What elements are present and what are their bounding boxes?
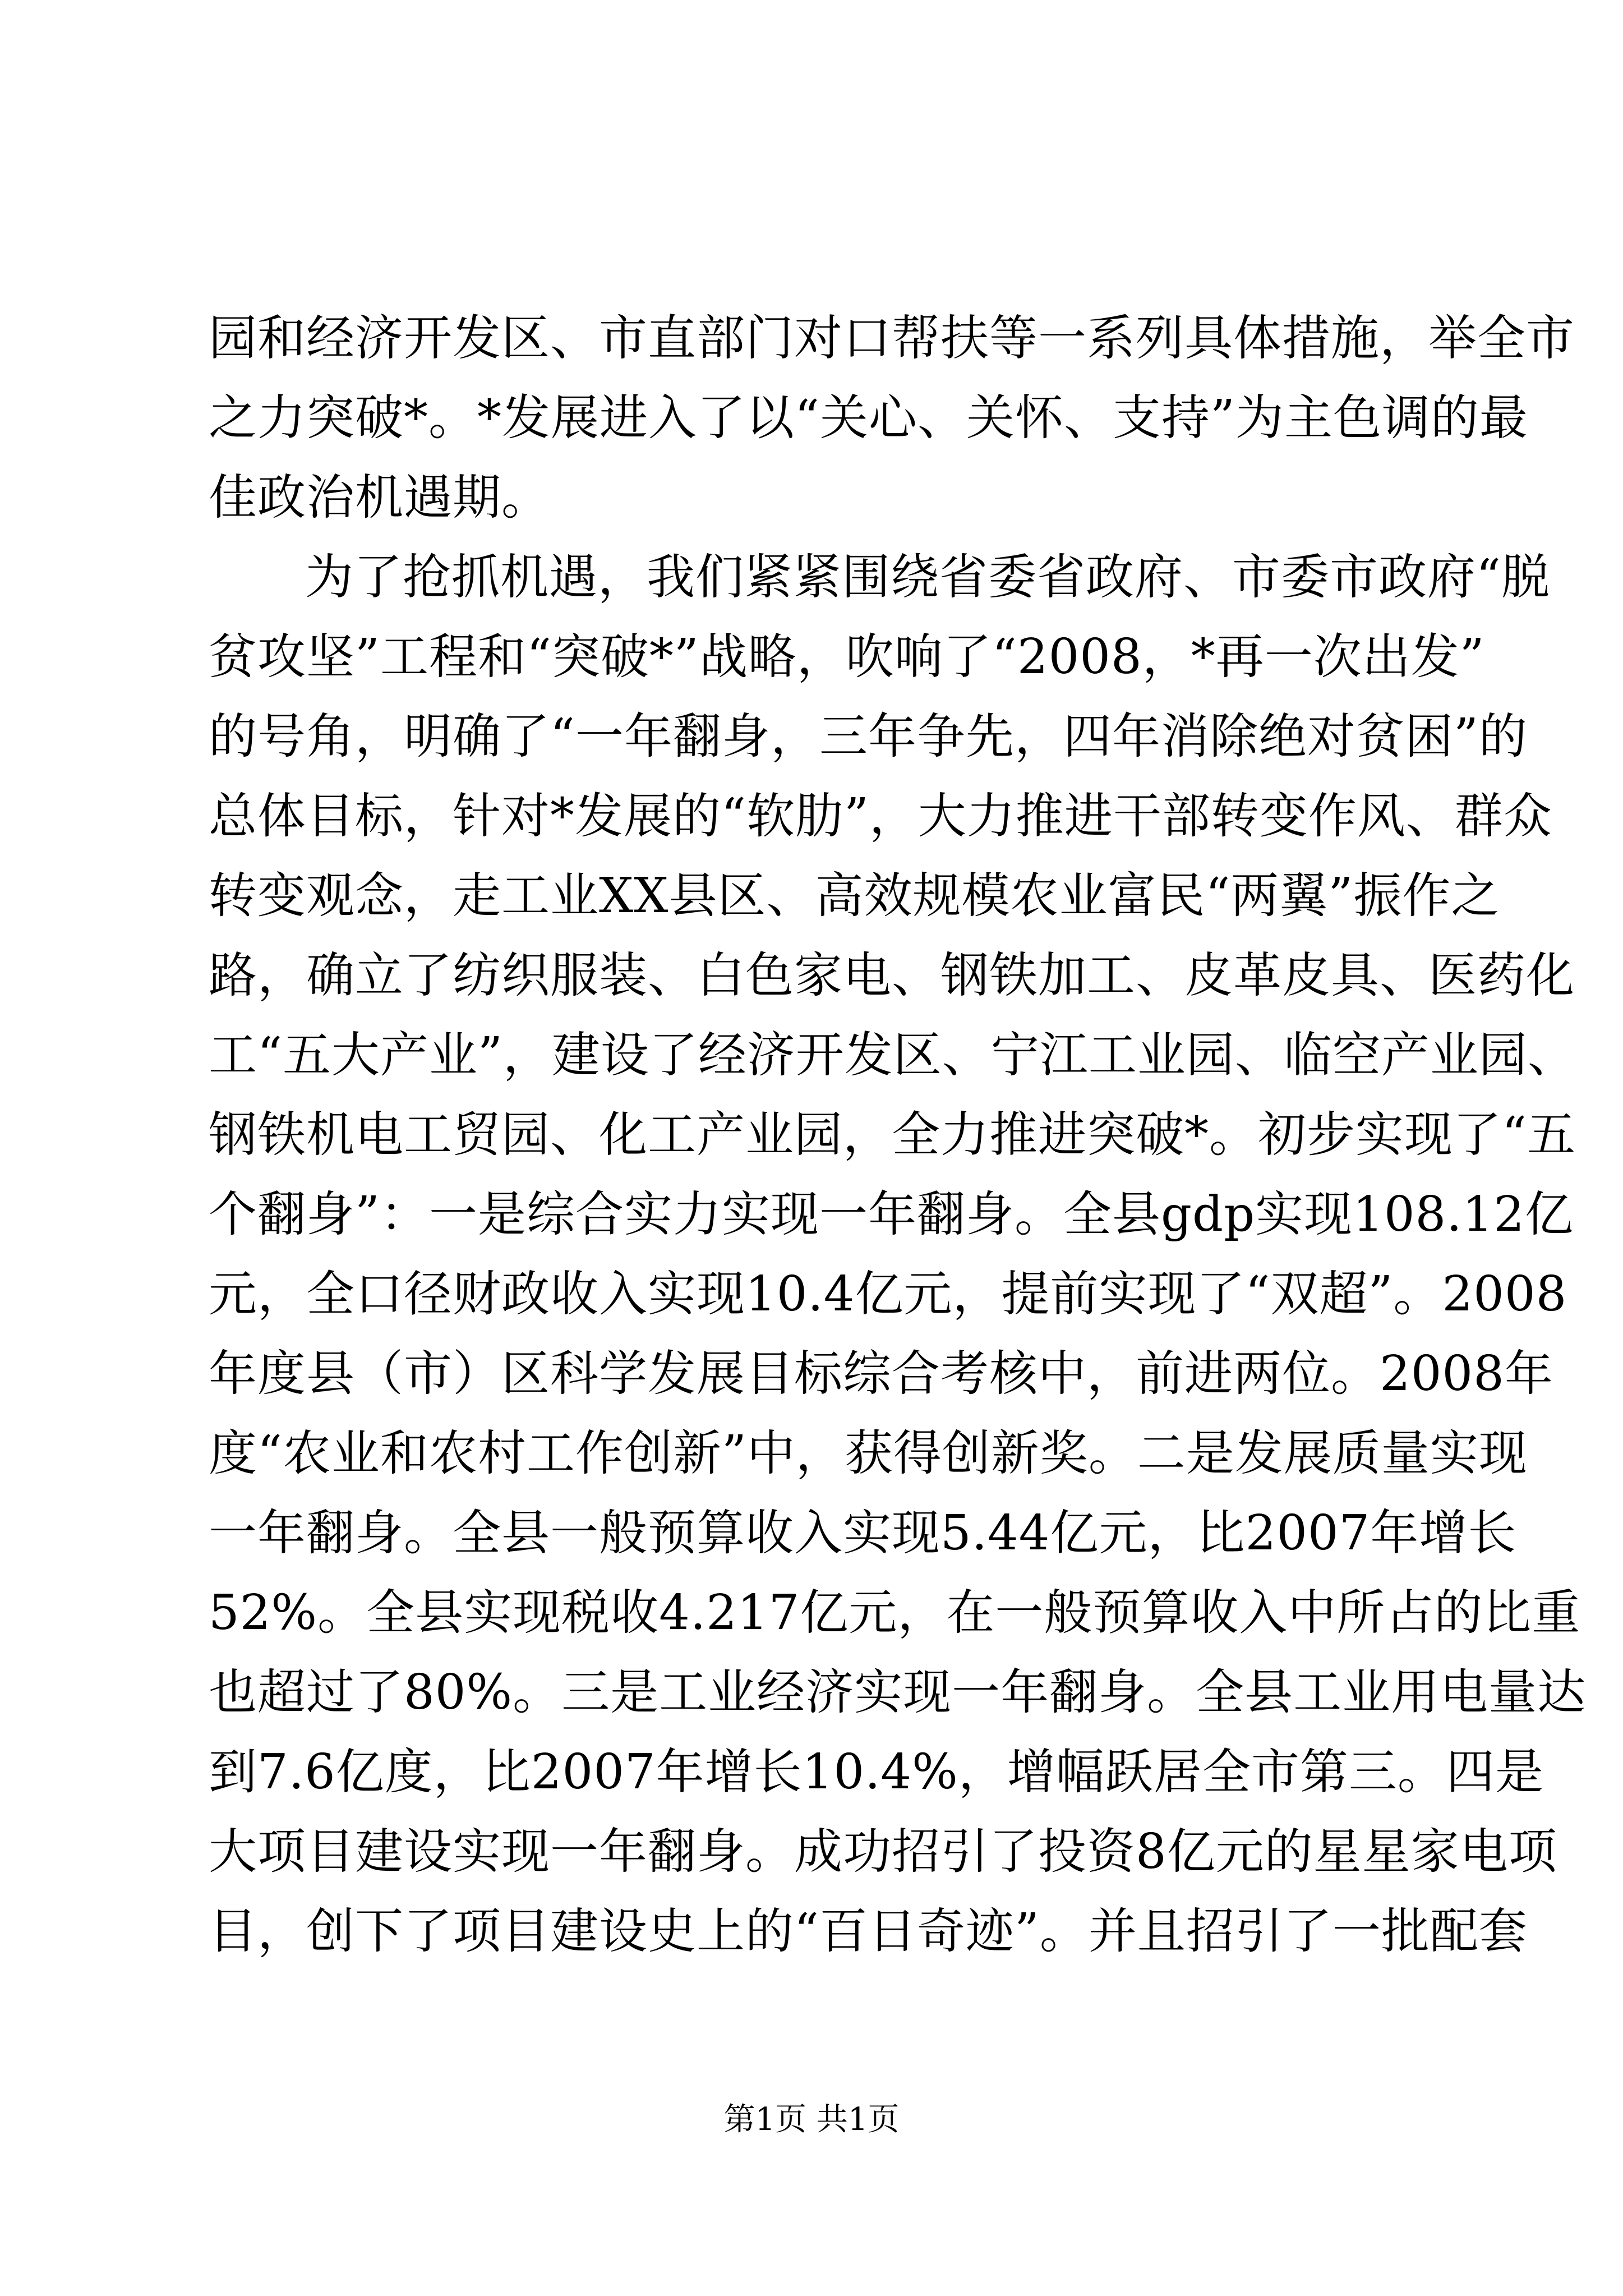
- body-text-line: 也超过了80%。三是工业经济实现一年翻身。全县工业用电量达: [209, 1664, 1587, 1720]
- body-text-line: 目，创下了项目建设史上的“百日奇迹”。并且招引了一批配套: [209, 1903, 1528, 1959]
- body-text-line: 个翻身”：一是综合实力实现一年翻身。全县gdp实现108.12亿: [209, 1186, 1574, 1243]
- body-text-line: 总体目标，针对*发展的“软肋”，大力推进干部转变作风、群众: [209, 788, 1552, 844]
- body-text-line: 52%。全县实现税收4.217亿元，在一般预算收入中所占的比重: [209, 1585, 1581, 1641]
- body-text-line: 一年翻身。全县一般预算收入实现5.44亿元，比2007年增长: [209, 1505, 1517, 1561]
- body-text-line: 度“农业和农村工作创新”中，获得创新奖。二是发展质量实现: [209, 1425, 1528, 1481]
- body-text-line: 大项目建设实现一年翻身。成功招引了投资8亿元的星星家电项: [209, 1824, 1557, 1880]
- page-number-footer: 第1页 共1页: [723, 2101, 900, 2138]
- body-text-line: 元，全口径财政收入实现10.4亿元，提前实现了“双超”。2008: [209, 1266, 1567, 1322]
- body-text-line: 转变观念，走工业XX县区、高效规模农业富民“两翼”振作之: [209, 868, 1500, 924]
- body-text-line: 钢铁机电工贸园、化工产业园，全力推进突破*。初步实现了“五: [209, 1107, 1576, 1163]
- body-text-line: 路，确立了纺织服装、白色家电、钢铁加工、皮革皮具、医药化: [209, 947, 1575, 1004]
- body-text-line: 贫攻坚”工程和“突破*”战略，吹响了“2008，*再一次出发”: [209, 629, 1485, 685]
- body-text-line: 园和经济开发区、市直部门对口帮扶等一系列具体措施，举全市: [209, 310, 1575, 366]
- body-text-line: 佳政治机遇期。: [209, 470, 550, 526]
- body-text-line: 到7.6亿度，比2007年增长10.4%，增幅跃居全市第三。四是: [209, 1744, 1544, 1800]
- body-text-line: 工“五大产业”，建设了经济开发区、宁江工业园、临空产业园、: [209, 1027, 1576, 1083]
- body-text-line: 年度县（市）区科学发展目标综合考核中，前进两位。2008年: [209, 1346, 1553, 1402]
- body-text-line: 的号角，明确了“一年翻身，三年争先，四年消除绝对贫困”的: [209, 708, 1528, 765]
- paragraph-first-line: 为了抢抓机遇，我们紧紧围绕省委省政府、市委市政府“脱: [305, 549, 1550, 605]
- body-text-line: 之力突破*。*发展进入了以“关心、关怀、支持”为主色调的最: [209, 390, 1528, 446]
